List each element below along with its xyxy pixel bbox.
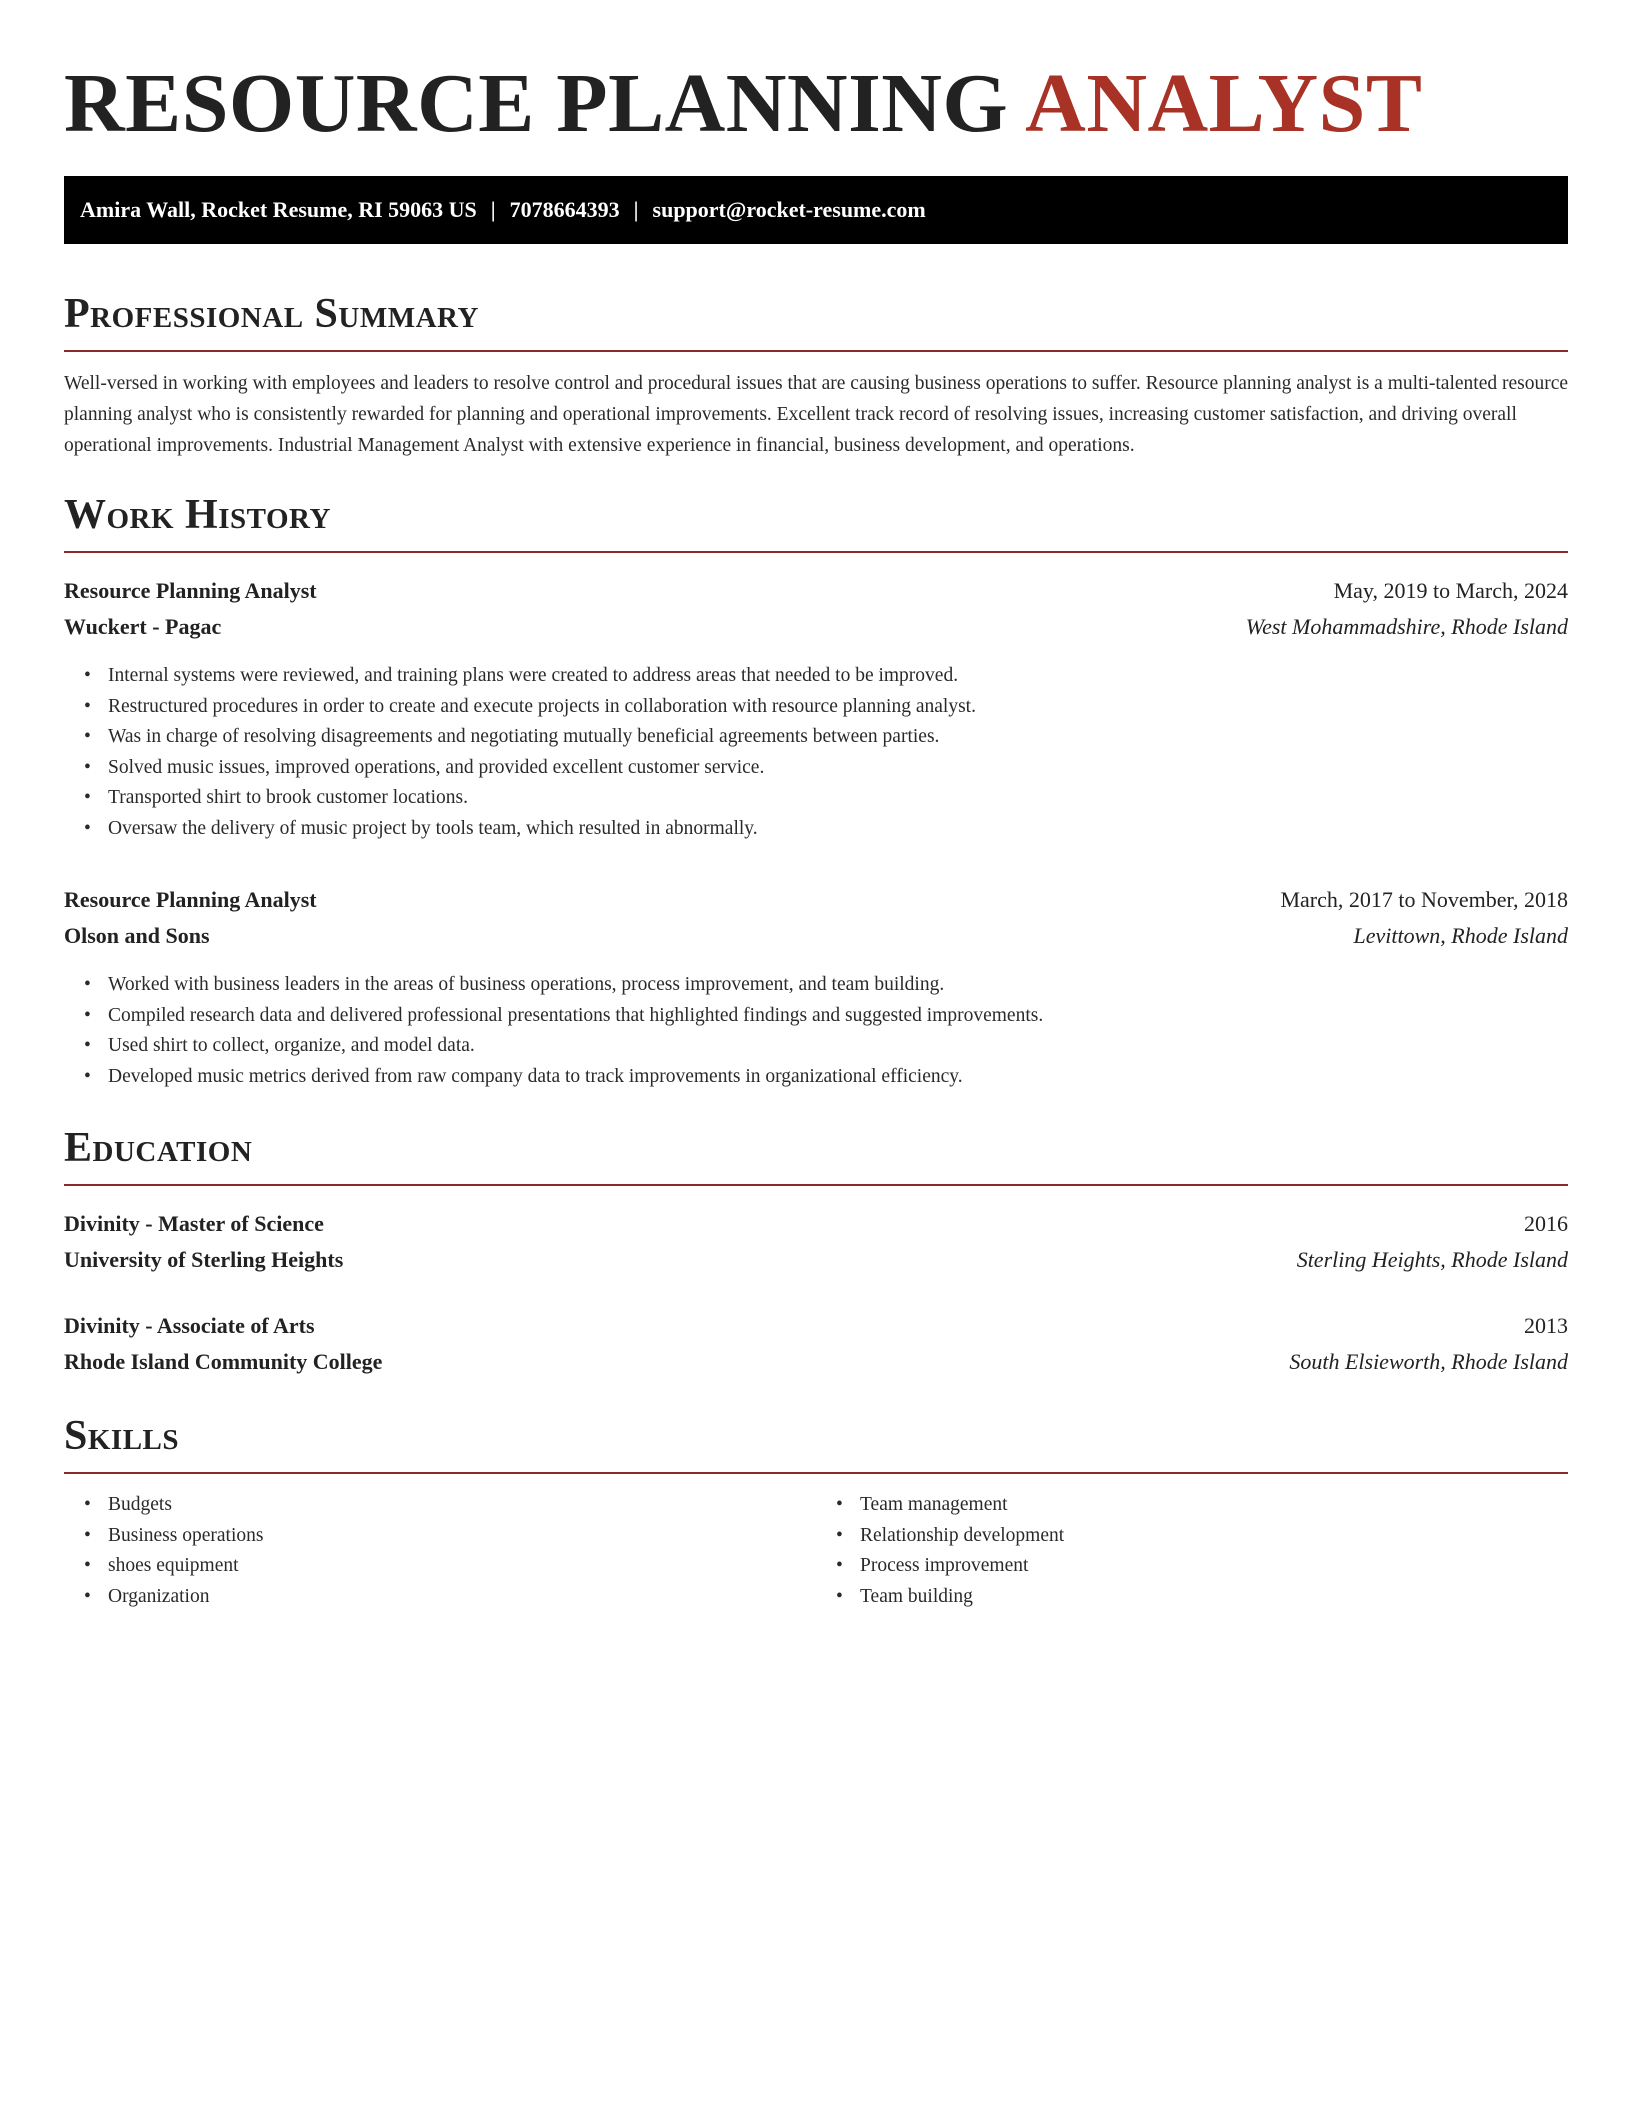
skill-item: • Budgets — [108, 1490, 816, 1521]
skill-item: • shoes equipment — [108, 1551, 816, 1582]
job-company-row — [64, 918, 1568, 954]
education-entry — [64, 1206, 1568, 1278]
skills-column-right — [816, 1490, 1568, 1612]
skills-list — [816, 1490, 1568, 1612]
skills-grid — [64, 1490, 1568, 1612]
contact-email: support@rocket-resume.com — [652, 197, 926, 222]
school-name: Rhode Island Community College — [64, 1349, 383, 1374]
school-row — [64, 1344, 1568, 1380]
skill-item: • Team building — [860, 1582, 1568, 1613]
job-bullets — [64, 970, 1568, 1092]
job-bullet: • Developed music metrics derived from raw company data to track improvements in organizational efficiency. — [108, 1062, 1568, 1093]
job-title: Resource Planning Analyst — [64, 887, 317, 912]
job-title: Resource Planning Analyst — [64, 578, 317, 603]
school-location: South Elsieworth, Rhode Island — [1289, 1349, 1568, 1374]
summary-text: Well-versed in working with employees and leaders to resolve control and procedural issues that are causing business operations to suffer. Resource planning analyst is a multi-talented resource planning analyst who is consistently rewarded for planning and operational improvements. Excellent track record of resolving issues, increasing customer satisfaction, and driving overall operational improvements. Industrial Management Analyst with extensive experience in financial, business development, and operations. — [64, 373, 1569, 456]
contact-address: Amira Wall, Rocket Resume, RI 59063 US — [80, 197, 477, 222]
school-row — [64, 1242, 1568, 1278]
skill-item: • Process improvement — [860, 1551, 1568, 1582]
job-entry — [64, 573, 1568, 844]
skills-list — [64, 1490, 816, 1612]
skill-item: • Organization — [108, 1582, 816, 1613]
education-entry — [64, 1308, 1568, 1380]
job-bullet: • Worked with business leaders in the areas of business operations, process improvement, and team building. — [108, 970, 1568, 1001]
job-entry — [64, 882, 1568, 1092]
degree-title: Divinity - Master of Science — [64, 1211, 324, 1236]
contact-phone: 7078664393 — [509, 197, 620, 222]
title-main: RESOURCE PLANNING — [64, 57, 1009, 150]
job-title-row — [64, 882, 1568, 918]
contact-separator: | — [490, 197, 496, 222]
school-name: University of Sterling Heights — [64, 1247, 344, 1272]
job-bullets — [64, 661, 1568, 844]
job-company: Wuckert - Pagac — [64, 614, 222, 639]
degree-row — [64, 1206, 1568, 1242]
job-location: Levittown, Rhode Island — [1353, 923, 1568, 948]
job-bullet: • Compiled research data and delivered professional presentations that highlighted findings and suggested improvements. — [108, 1001, 1568, 1032]
degree-year: 2016 — [1524, 1211, 1568, 1236]
degree-row — [64, 1308, 1568, 1344]
education-heading: Education — [64, 1124, 1568, 1186]
job-bullet: • Solved music issues, improved operations, and provided excellent customer service. — [108, 753, 1568, 784]
job-bullet: • Was in charge of resolving disagreements and negotiating mutually beneficial agreements between parties. — [108, 722, 1568, 753]
job-bullet: • Oversaw the delivery of music project by tools team, which resulted in abnormally. — [108, 814, 1568, 845]
skill-item: • Team management — [860, 1490, 1568, 1521]
job-bullet: • Transported shirt to brook customer locations. — [108, 783, 1568, 814]
title-accent: ANALYST — [1025, 57, 1423, 150]
degree-year: 2013 — [1524, 1313, 1568, 1338]
job-company: Olson and Sons — [64, 923, 210, 948]
contact-bar — [64, 176, 1568, 244]
degree-title: Divinity - Associate of Arts — [64, 1313, 315, 1338]
contact-separator: | — [633, 197, 639, 222]
job-dates: March, 2017 to November, 2018 — [1280, 887, 1568, 912]
skill-item: • Relationship development — [860, 1521, 1568, 1552]
school-location: Sterling Heights, Rhode Island — [1296, 1247, 1568, 1272]
job-location: West Mohammadshire, Rhode Island — [1245, 614, 1568, 639]
job-title-row — [64, 573, 1568, 609]
job-bullet: • Restructured procedures in order to create and execute projects in collaboration with resource planning analyst. — [108, 692, 1568, 723]
work-history-heading: Work History — [64, 491, 1568, 553]
skills-heading: Skills — [64, 1412, 1568, 1474]
skills-column-left — [64, 1490, 816, 1612]
page-title — [64, 0, 1568, 150]
skill-item: • Business operations — [108, 1521, 816, 1552]
job-company-row — [64, 609, 1568, 645]
job-bullet: • Internal systems were reviewed, and training plans were created to address areas that needed to be improved. — [108, 661, 1568, 692]
summary-heading: Professional Summary — [64, 290, 1568, 352]
job-dates: May, 2019 to March, 2024 — [1333, 578, 1568, 603]
job-bullet: • Used shirt to collect, organize, and model data. — [108, 1031, 1568, 1062]
